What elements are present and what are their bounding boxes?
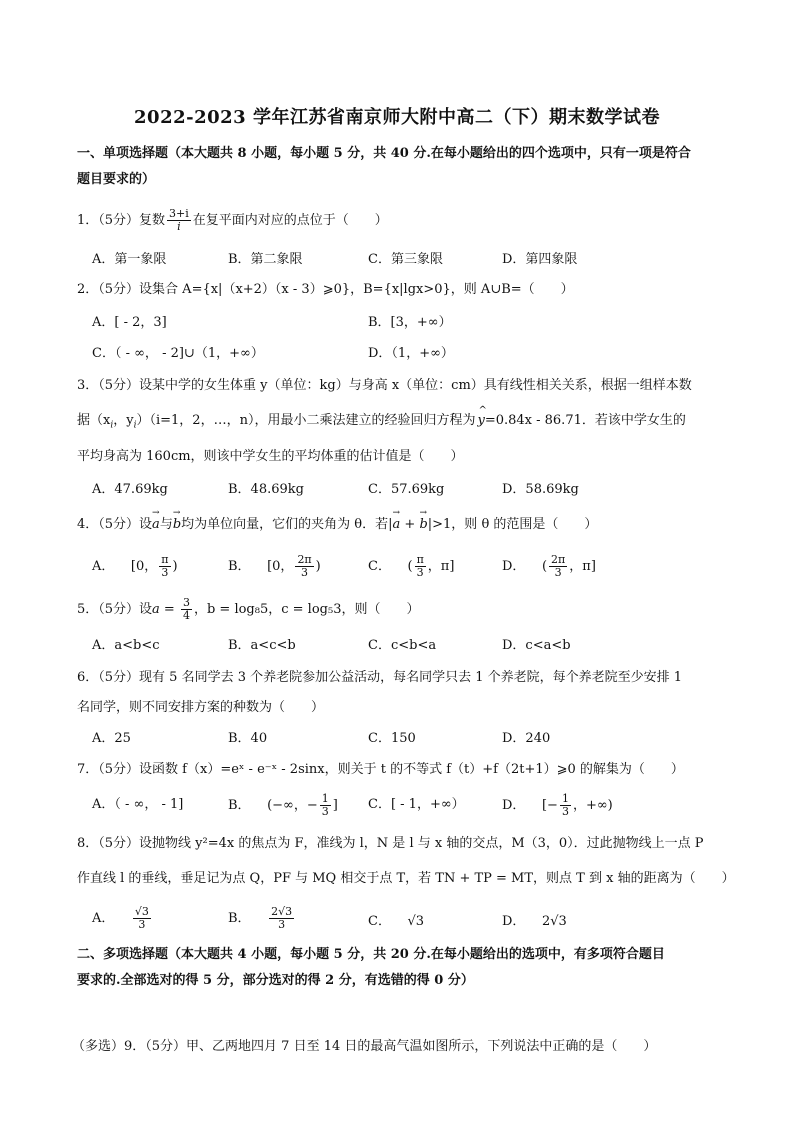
q6-option-b[interactable]: B．40 bbox=[228, 731, 268, 746]
section-1-line-1: 一、单项选择题（本大题共 8 小题，每小题 5 分，共 40 分.在每小题给出的四个选项中，只有一项是符合 bbox=[77, 146, 691, 161]
q6-option-c[interactable]: C．150 bbox=[368, 731, 416, 746]
q6-option-d[interactable]: D．240 bbox=[502, 731, 551, 746]
q3-option-a[interactable]: A．47.69kg bbox=[92, 482, 168, 497]
q5-option-c[interactable]: C．c<b<a bbox=[368, 638, 437, 653]
q7-option-a[interactable]: A．（ - ∞， - 1] bbox=[92, 797, 184, 812]
question-1: 1．（5分）复数 $\frac{3+i}{i}$ 在复平面内对应的点位于（ ） bbox=[77, 207, 388, 233]
q3-option-d[interactable]: D．58.69kg bbox=[502, 482, 579, 497]
question-6-line-1: 6．（5分）现有 5 名同学去 3 个养老院参加公益活动，每名同学只去 1 个养老院，每个养老院至少安排 1 bbox=[77, 670, 683, 685]
q1-option-d[interactable]: D．第四象限 bbox=[502, 252, 578, 267]
question-8-line-2: 作直线 l 的垂线，垂足记为点 Q，PF 与 MQ 相交于点 T，若 TN + TP = MT，则点 T 到 x 轴的距离为（ ） bbox=[77, 871, 735, 886]
section-1-line-2: 题目要求的） bbox=[77, 172, 156, 187]
q8-option-a[interactable]: A． $\frac{√3}{3}$ bbox=[92, 905, 149, 931]
q4-option-a[interactable]: A． [0， $\frac{\pi}{3}$ ) bbox=[92, 553, 178, 579]
q3-option-c[interactable]: C．57.69kg bbox=[368, 482, 445, 497]
section-2-line-1: 二、多项选择题（本大题共 4 小题，每小题 5 分，共 20 分.在每小题给出的选项中，有多项符合题目 bbox=[77, 947, 665, 962]
q2-option-b[interactable]: B．[3，+∞） bbox=[368, 315, 452, 330]
q8-option-d[interactable]: D． 2√3 bbox=[502, 914, 567, 929]
fraction: $\frac{3+i}{i}$ bbox=[169, 207, 189, 233]
q1-option-a[interactable]: A．第一象限 bbox=[92, 252, 167, 267]
q8-option-b[interactable]: B． $\frac{2√3}{3}$ bbox=[228, 905, 293, 931]
question-3-line-3: 平均身高为 160cm，则该中学女生的平均体重的估计值是（ ） bbox=[77, 449, 464, 464]
question-3-line-1: 3．（5分）设某中学的女生体重 y（单位：kg）与身高 x（单位：cm）具有线性相关关系，根据一组样本数 bbox=[77, 378, 692, 393]
q3-option-b[interactable]: B．48.69kg bbox=[228, 482, 304, 497]
question-2: 2．（5分）设集合 A={x|（x+2）（x - 3）⩾0}，B={x|lgx>0}，则 A∪B=（ ） bbox=[77, 282, 574, 297]
q2-option-d[interactable]: D．（1，+∞） bbox=[368, 346, 454, 361]
exam-title: 2022-2023 学年江苏省南京师大附中高二（下）期末数学试卷 bbox=[134, 107, 660, 128]
q4-option-b[interactable]: B． [0， $\frac{2\pi}{3}$ ) bbox=[228, 553, 321, 579]
section-2-heading bbox=[77, 942, 727, 994]
q7-option-d[interactable]: D． [− $\frac{1}{3}$ ，+∞) bbox=[502, 792, 613, 818]
q7-option-c[interactable]: C．[ - 1，+∞） bbox=[368, 797, 465, 812]
question-5: 5．（5分）设a = $\frac{3}{4}$ ，b = log₈5，c = log₅3，则（ ） bbox=[77, 596, 420, 622]
q2-option-a[interactable]: A．[ - 2，3] bbox=[92, 315, 167, 330]
question-6-line-2: 名同学，则不同安排方案的种数为（ ） bbox=[77, 700, 325, 715]
question-4: 4．（5分）设→ a与→ b均为单位向量，它们的夹角为 θ．若|→ a + → b|>1，则 θ 的范围是（ ） bbox=[77, 513, 597, 532]
question-7: 7．（5分）设函数 f（x）=eˣ - e⁻ˣ - 2sinx，则关于 t 的不等式 f（t）+f（2t+1）⩾0 的解集为（ ） bbox=[77, 762, 684, 777]
question-8-line-1: 8．（5分）设抛物线 y²=4x 的焦点为 F，准线为 l，N 是 l 与 x 轴的交点，M（3，0）．过此抛物线上一点 P bbox=[77, 836, 704, 851]
q1-option-b[interactable]: B．第二象限 bbox=[228, 252, 303, 267]
q6-option-a[interactable]: A．25 bbox=[92, 731, 131, 746]
section-1-heading bbox=[77, 141, 727, 193]
q8-option-c[interactable]: C． √3 bbox=[368, 914, 425, 929]
q4-option-d[interactable]: D． ( $\frac{2\pi}{3}$ ，π] bbox=[502, 553, 596, 579]
q5-option-a[interactable]: A．a<b<c bbox=[92, 638, 160, 653]
section-2-line-2: 要求的.全部选对的得 5 分，部分选对的得 2 分，有选错的得 0 分） bbox=[77, 973, 474, 988]
q2-option-c[interactable]: C．（ - ∞， - 2]∪（1，+∞） bbox=[92, 346, 264, 361]
q5-option-d[interactable]: D．c<a<b bbox=[502, 638, 571, 653]
q5-option-b[interactable]: B．a<c<b bbox=[228, 638, 296, 653]
q7-option-b[interactable]: B． (−∞，− $\frac{1}{3}$ ] bbox=[228, 792, 338, 818]
question-9: （多选）9．（5分）甲、乙两地四月 7 日至 14 日的最高气温如图所示，下列说法中正确的是（ ） bbox=[72, 1039, 657, 1054]
q4-option-c[interactable]: C． ( $\frac{\pi}{3}$ ，π] bbox=[368, 553, 455, 579]
q1-option-c[interactable]: C．第三象限 bbox=[368, 252, 443, 267]
question-3-line-2: 据（$x_i$，$y_i)(i=1$，2，…，n），用最小二乘法建立的经验回归方程为^ y=0.84x - 86.71．若该中学女生的 bbox=[77, 409, 686, 431]
